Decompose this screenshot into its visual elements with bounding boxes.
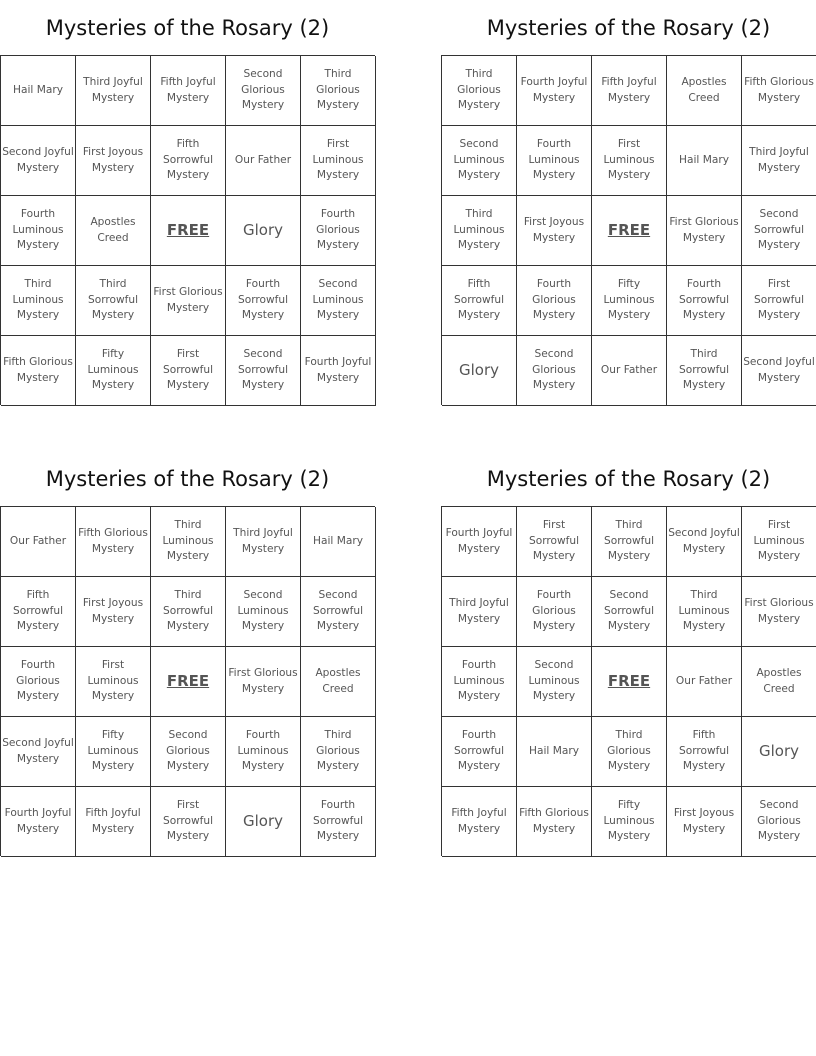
bingo-cell: Third Glorious Mystery [301,717,376,787]
bingo-cell: First Joyous Mystery [76,577,151,647]
bingo-cell: Fourth Glorious Mystery [1,647,76,717]
bingo-cell: First Sorrowful Mystery [151,336,226,406]
bingo-card-3 [0,451,375,856]
bingo-cell: Second Joyful Mystery [667,507,742,577]
bingo-cell: Fourth Glorious Mystery [301,196,376,266]
bingo-cell: Second Sorrowful Mystery [226,336,301,406]
bingo-cell: Fifth Glorious Mystery [742,56,816,126]
free-space: FREE [151,647,226,717]
bingo-cell: First Sorrowful Mystery [151,787,226,857]
bingo-cell: Third Joyful Mystery [742,126,816,196]
bingo-grid [0,506,375,856]
bingo-cell: Hail Mary [301,507,376,577]
card-title: Mysteries of the Rosary (2) [45,467,330,491]
bingo-cell: Third Luminous Mystery [667,577,742,647]
bingo-cell: First Sorrowful Mystery [742,266,816,336]
bingo-cell: Fourth Sorrowful Mystery [442,717,517,787]
bingo-cell: Third Joyful Mystery [76,56,151,126]
bingo-cell: Fourth Glorious Mystery [517,266,592,336]
bingo-cell: Fifth Joyful Mystery [151,56,226,126]
bingo-cell: Second Sorrowful Mystery [742,196,816,266]
bingo-cell: Second Joyful Mystery [1,126,76,196]
bingo-cell: Fourth Sorrowful Mystery [301,787,376,857]
bingo-cell: Glory [226,787,301,857]
bingo-cell: Third Glorious Mystery [301,56,376,126]
bingo-cell: Second Sorrowful Mystery [592,577,667,647]
bingo-cell: Fourth Luminous Mystery [1,196,76,266]
free-space: FREE [151,196,226,266]
bingo-cell: Apostles Creed [742,647,816,717]
bingo-cell: Second Joyful Mystery [1,717,76,787]
card-title: Mysteries of the Rosary (2) [486,16,771,40]
bingo-cell: First Joyous Mystery [667,787,742,857]
bingo-cell: Fourth Sorrowful Mystery [226,266,301,336]
bingo-grid [0,55,375,405]
bingo-grid [441,506,816,856]
bingo-cell: Fourth Joyful Mystery [1,787,76,857]
bingo-cell: First Luminous Mystery [742,507,816,577]
bingo-cell: First Joyous Mystery [76,126,151,196]
bingo-cell: Our Father [1,507,76,577]
bingo-grid [441,55,816,405]
bingo-cell: Third Luminous Mystery [442,196,517,266]
bingo-cell: Fourth Joyful Mystery [517,56,592,126]
bingo-cell: Fourth Luminous Mystery [226,717,301,787]
bingo-cell: Fourth Joyful Mystery [301,336,376,406]
bingo-cell: Third Sorrowful Mystery [592,507,667,577]
card-title: Mysteries of the Rosary (2) [45,16,330,40]
bingo-cell: First Luminous Mystery [76,647,151,717]
bingo-cell: Apostles Creed [667,56,742,126]
bingo-cell: First Luminous Mystery [592,126,667,196]
card-title: Mysteries of the Rosary (2) [486,467,771,491]
bingo-cell: Fifth Sorrowful Mystery [1,577,76,647]
bingo-cell: Second Glorious Mystery [226,56,301,126]
bingo-cell: Fifth Glorious Mystery [1,336,76,406]
bingo-card-1 [0,0,375,405]
bingo-cell: Our Father [667,647,742,717]
bingo-cell: Hail Mary [1,56,76,126]
bingo-cell: Apostles Creed [76,196,151,266]
bingo-cell: Third Sorrowful Mystery [151,577,226,647]
bingo-cell: Fifth Sorrowful Mystery [151,126,226,196]
bingo-cell: Second Luminous Mystery [517,647,592,717]
bingo-cell: Third Joyful Mystery [226,507,301,577]
bingo-cell: First Sorrowful Mystery [517,507,592,577]
bingo-cell: Second Luminous Mystery [226,577,301,647]
bingo-cell: Second Glorious Mystery [517,336,592,406]
bingo-cell: First Glorious Mystery [667,196,742,266]
bingo-cell: Third Joyful Mystery [442,577,517,647]
bingo-card-4 [441,451,816,856]
bingo-cell: Third Sorrowful Mystery [76,266,151,336]
bingo-cell: Glory [442,336,517,406]
bingo-cell: Fifty Luminous Mystery [76,336,151,406]
free-space: FREE [592,196,667,266]
bingo-cell: Fifth Sorrowful Mystery [667,717,742,787]
bingo-cell: Third Luminous Mystery [1,266,76,336]
bingo-cell: Fourth Luminous Mystery [442,647,517,717]
bingo-cell: Fifth Joyful Mystery [76,787,151,857]
bingo-cell: Hail Mary [667,126,742,196]
bingo-cell: Glory [226,196,301,266]
bingo-cell: Second Glorious Mystery [151,717,226,787]
bingo-cell: Apostles Creed [301,647,376,717]
bingo-cell: Fifth Glorious Mystery [76,507,151,577]
bingo-cell: Fifth Glorious Mystery [517,787,592,857]
bingo-cell: Second Joyful Mystery [742,336,816,406]
bingo-cell: Fifty Luminous Mystery [592,266,667,336]
bingo-cell: Second Glorious Mystery [742,787,816,857]
bingo-cell: Second Luminous Mystery [301,266,376,336]
bingo-cell: Our Father [226,126,301,196]
bingo-card-2 [441,0,816,405]
bingo-cell: Fourth Glorious Mystery [517,577,592,647]
bingo-cell: Second Sorrowful Mystery [301,577,376,647]
bingo-cell: Our Father [592,336,667,406]
bingo-cell: Third Glorious Mystery [442,56,517,126]
bingo-cell: Fourth Luminous Mystery [517,126,592,196]
bingo-cell: Second Luminous Mystery [442,126,517,196]
bingo-cell: First Glorious Mystery [226,647,301,717]
bingo-cell: Third Sorrowful Mystery [667,336,742,406]
bingo-cell: Fifth Sorrowful Mystery [442,266,517,336]
free-space: FREE [592,647,667,717]
bingo-cell: Fourth Joyful Mystery [442,507,517,577]
bingo-cell: Fifth Joyful Mystery [592,56,667,126]
bingo-cell: Fifty Luminous Mystery [592,787,667,857]
bingo-cell: Third Luminous Mystery [151,507,226,577]
bingo-cell: Fourth Sorrowful Mystery [667,266,742,336]
bingo-cell: Fifty Luminous Mystery [76,717,151,787]
bingo-cell: First Glorious Mystery [742,577,816,647]
bingo-cell: Hail Mary [517,717,592,787]
bingo-cell: Fifth Joyful Mystery [442,787,517,857]
bingo-cell: First Luminous Mystery [301,126,376,196]
bingo-cell: First Joyous Mystery [517,196,592,266]
bingo-cell: First Glorious Mystery [151,266,226,336]
bingo-cell: Third Glorious Mystery [592,717,667,787]
bingo-cell: Glory [742,717,816,787]
